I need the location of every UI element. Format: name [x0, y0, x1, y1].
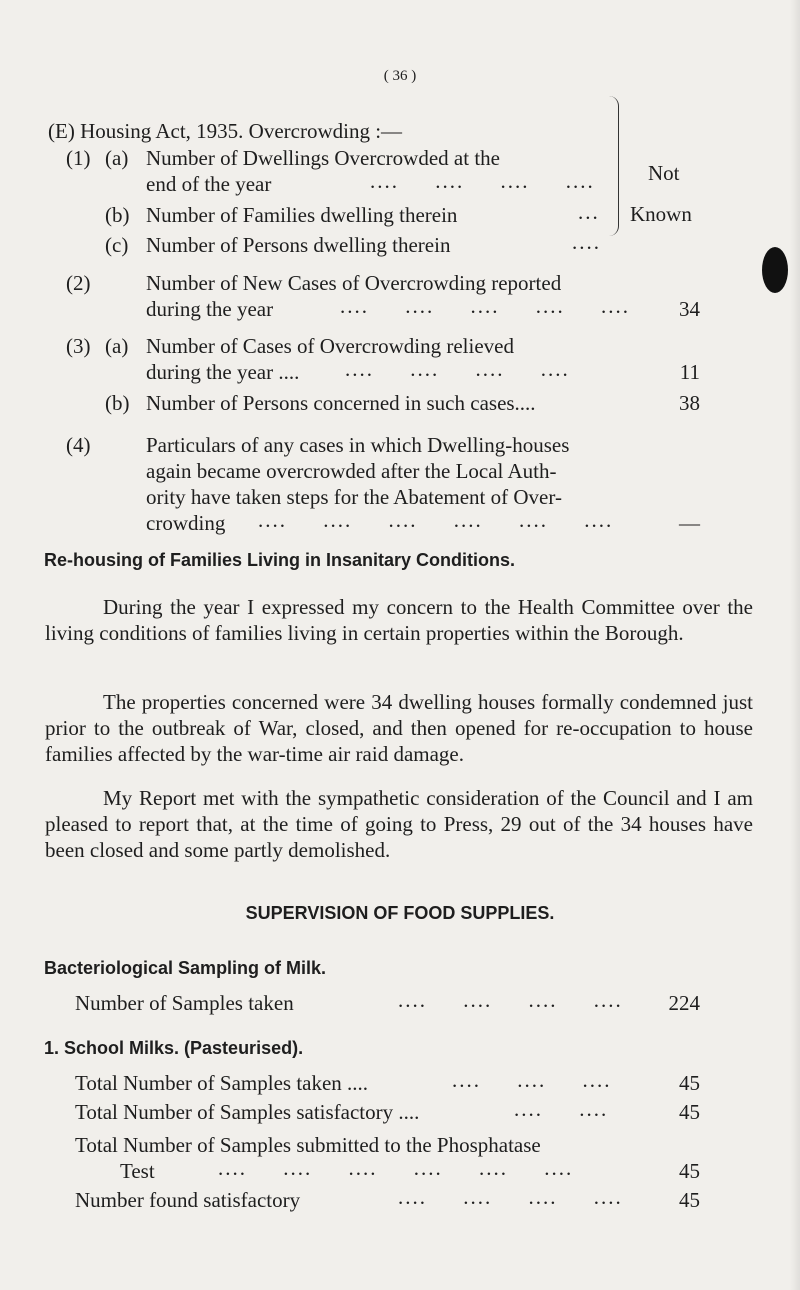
school-row-2-value: 45: [679, 1100, 700, 1124]
item-3a-dots: .... .... .... ....: [345, 357, 570, 381]
school-row-1-dots: .... .... ....: [452, 1068, 612, 1092]
item-1c-label: (c): [105, 233, 129, 257]
brace-value-line1: Not: [648, 161, 680, 185]
item-3a-line1: Number of Cases of Overcrowding relieved: [146, 334, 514, 358]
item-1a-label: (a): [105, 146, 129, 170]
item-4-line1: Particulars of any cases in which Dwelling-houses: [146, 433, 570, 457]
item-2-dots: .... .... .... .... ....: [340, 294, 630, 318]
item-4-line2: again became overcrowded after the Local Auth-: [146, 459, 557, 483]
school-milks-heading: 1. School Milks. (Pasteurised).: [44, 1038, 304, 1058]
item-3-number: (3): [66, 334, 91, 358]
school-row-4-label: Number found satisfactory: [75, 1188, 301, 1212]
item-1-number: (1): [66, 146, 91, 170]
item-3b-label: (b): [105, 391, 130, 415]
item-4-dots: .... .... .... .... .... ....: [258, 508, 614, 532]
school-row-2-label: Total Number of Samples satisfactory ....: [75, 1100, 420, 1124]
item-2-number: (2): [66, 271, 91, 295]
school-row-3-line1: Total Number of Samples submitted to the Phosphatase: [75, 1133, 541, 1157]
school-row-3-value: 45: [679, 1159, 700, 1183]
item-4-line4: crowding: [146, 511, 226, 535]
item-1a-line2: end of the year: [146, 172, 272, 196]
item-1a-line1: Number of Dwellings Overcrowded at the: [146, 146, 500, 170]
item-4-number: (4): [66, 433, 91, 457]
item-3a-label: (a): [105, 334, 129, 358]
school-row-4-value: 45: [679, 1188, 700, 1212]
rehousing-paragraph-2: The properties concerned were 34 dwelling houses formally condemned just prior to the outbreak of War, closed, and then opened for re-occupation to house families affected by the war-time air raid damage.: [45, 690, 753, 766]
item-3a-value: 11: [679, 360, 700, 384]
item-2-line1: Number of New Cases of Overcrowding reported: [146, 271, 562, 295]
school-row-3-line2: Test: [120, 1159, 155, 1183]
school-row-2-dots: .... ....: [514, 1097, 609, 1121]
grouping-brace: [608, 96, 619, 236]
food-supplies-heading: SUPERVISION OF FOOD SUPPLIES.: [245, 903, 555, 923]
samples-taken-value: 224: [668, 991, 700, 1015]
item-1b-text: Number of Families dwelling therein: [146, 203, 458, 227]
item-2-value: 34: [679, 297, 700, 321]
rehousing-paragraph-1: During the year I expressed my concern to the Health Committee over the living conditions of families living in certain properties within the Borough.: [45, 595, 753, 645]
item-4-line3: ority have taken steps for the Abatement of Over-: [146, 485, 562, 509]
rehousing-heading: Re-housing of Families Living in Insanitary Conditions.: [44, 550, 516, 570]
school-row-3-dots: .... .... .... .... .... ....: [218, 1156, 574, 1180]
item-1a-dots: .... .... .... ....: [370, 169, 595, 193]
punch-hole: [762, 247, 788, 293]
item-1b-dots: ...: [578, 200, 600, 224]
school-row-1-label: Total Number of Samples taken ....: [75, 1071, 369, 1095]
item-3b-value: 38: [679, 391, 700, 415]
item-1b-label: (b): [105, 203, 130, 227]
page-number: ( 36 ): [383, 68, 417, 84]
item-3b-text: Number of Persons concerned in such cases....: [146, 391, 536, 415]
rehousing-paragraph-3: My Report met with the sympathetic consideration of the Council and I am pleased to report that, at the time of going to Press, 29 out of the 34 houses have been closed and some partly demolished.: [45, 786, 753, 862]
item-3a-line2: during the year ....: [146, 360, 300, 384]
bacteriological-heading: Bacteriological Sampling of Milk.: [44, 958, 327, 978]
page-edge-shadow: [790, 0, 800, 1290]
school-row-1-value: 45: [679, 1071, 700, 1095]
item-4-value: —: [679, 511, 700, 535]
item-2-line2: during the year: [146, 297, 274, 321]
school-row-4-dots: .... .... .... ....: [398, 1185, 623, 1209]
samples-taken-label: Number of Samples taken: [75, 991, 294, 1015]
brace-value-line2: Known: [630, 202, 692, 226]
item-1c-text: Number of Persons dwelling therein: [146, 233, 451, 257]
section-e-heading: (E) Housing Act, 1935. Overcrowding :—: [48, 119, 403, 143]
item-1c-dots: ....: [572, 230, 601, 254]
samples-taken-dots: .... .... .... ....: [398, 988, 623, 1012]
